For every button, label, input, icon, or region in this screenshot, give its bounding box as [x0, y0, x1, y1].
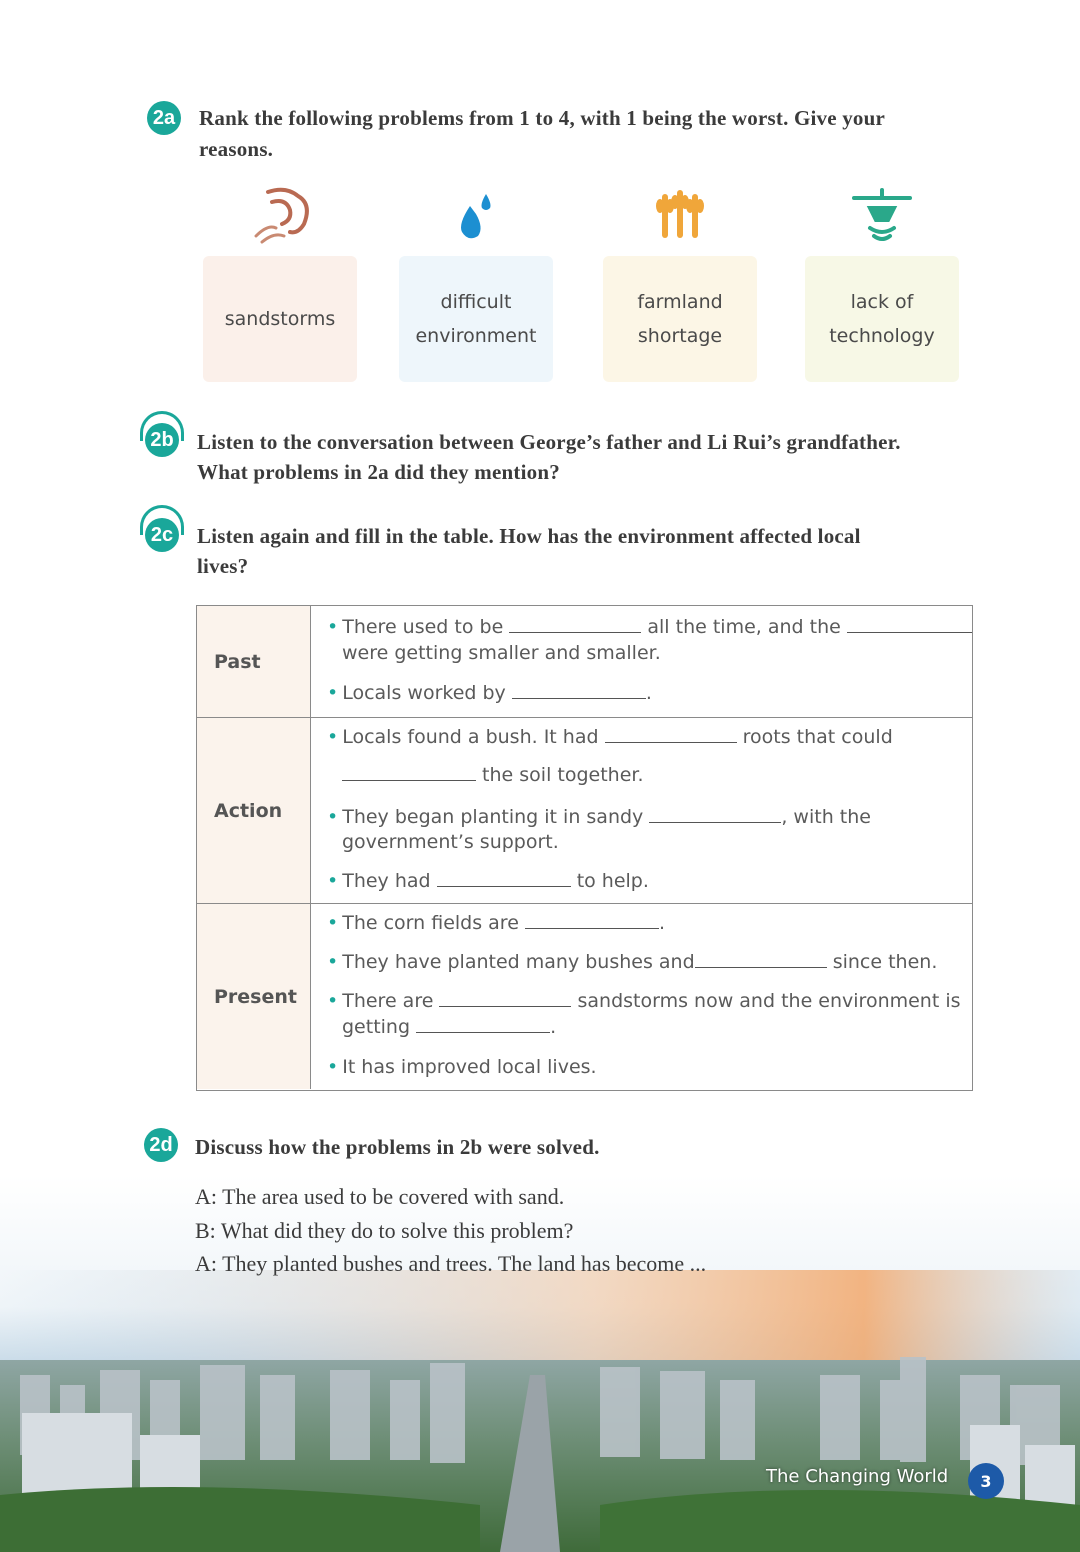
text: the soil together. [482, 764, 644, 786]
dialogue-line-a1: A: The area used to be covered with sand. [195, 1184, 565, 1209]
action-line-1-cont [342, 764, 644, 786]
text: roots that could [742, 726, 893, 748]
past-line-1: • There used to be all the time, and the [327, 616, 972, 638]
instruction-2b-line1: Listen to the conversation between George’s father and Li Rui’s grandfather. [197, 430, 901, 454]
text: sandstorms now and the environment is [577, 990, 961, 1012]
text: to help. [576, 870, 649, 892]
row-header-present: Present [197, 904, 311, 1089]
answer-blank[interactable] [416, 1018, 550, 1033]
past-line-2: • Locals worked by . [327, 682, 652, 704]
text: Locals found a bush. It had [342, 726, 599, 748]
answer-blank[interactable] [439, 992, 571, 1007]
text: They began planting it in sandy [342, 806, 644, 828]
text: The corn fields are [342, 912, 519, 934]
answer-blank[interactable] [847, 618, 972, 633]
action-line-1: • Locals found a bush. It had roots that could [327, 726, 893, 748]
instruction-2c-line2: lives? [197, 554, 249, 578]
action-line-2: • They began planting it in sandy , with the [327, 806, 871, 828]
card-label-line2: shortage [637, 325, 723, 347]
present-line-4: • It has improved local lives. [327, 1056, 597, 1078]
problem-card-farmland-shortage [603, 256, 757, 382]
badge-2d: 2d [144, 1128, 178, 1162]
card-label: sandstorms [224, 308, 336, 330]
card-label-line2: environment [415, 325, 537, 347]
wheat-icon [640, 184, 720, 248]
text: . [550, 1016, 557, 1038]
text: There used to be [342, 616, 504, 638]
text: all the time, and the [647, 616, 841, 638]
text: They have planted many bushes and [342, 951, 695, 973]
text: Locals worked by [342, 682, 506, 704]
present-line-2: • They have planted many bushes and since then. [327, 951, 938, 973]
action-line-3: • They had to help. [327, 870, 649, 892]
dialogue-line-a2: A: They planted bushes and trees. The land has become ... [195, 1251, 707, 1276]
text: . [645, 682, 652, 704]
card-label-line2: technology [829, 325, 935, 347]
answer-blank[interactable] [649, 808, 781, 823]
text: since then. [832, 951, 938, 973]
text: There are [342, 990, 434, 1012]
problem-card-lack-of-technology [805, 256, 959, 382]
card-label-line1: difficult [440, 291, 512, 313]
card-label-line1: farmland [637, 291, 723, 313]
action-line-2-cont: government’s support. [342, 831, 559, 853]
problem-card-difficult-environment [399, 256, 553, 382]
instruction-2d: Discuss how the problems in 2b were solved. [195, 1135, 600, 1159]
table-row-present [197, 903, 972, 1089]
instruction-2c-line1: Listen again and fill in the table. How has the environment affected local [197, 524, 861, 548]
instruction-2a-line2: reasons. [199, 137, 274, 161]
table-row-past [197, 606, 972, 717]
answer-blank[interactable] [509, 618, 641, 633]
answer-blank[interactable] [342, 766, 476, 781]
row-header-action: Action [197, 718, 311, 903]
text: . [658, 912, 665, 934]
text: It has improved local lives. [342, 1056, 597, 1078]
answer-blank[interactable] [695, 953, 827, 968]
instruction-2b-line2: What problems in 2a did they mention? [197, 460, 560, 484]
answer-blank[interactable] [437, 872, 571, 887]
answer-blank[interactable] [605, 728, 737, 743]
page-number: 3 [968, 1463, 1004, 1499]
sandstorm-icon [246, 184, 326, 248]
fill-in-table [196, 605, 973, 1091]
answer-blank[interactable] [525, 914, 659, 929]
past-line-1-cont: were getting smaller and smaller. [342, 642, 661, 664]
badge-2a: 2a [147, 101, 181, 135]
table-row-action [197, 717, 972, 903]
present-line-3-cont [342, 1016, 556, 1038]
water-drop-icon [436, 184, 516, 248]
text: getting [342, 1016, 411, 1038]
text: , with the [781, 806, 871, 828]
unit-title: The Changing World [766, 1466, 949, 1487]
badge-2b: 2b [145, 423, 179, 457]
dialogue-line-b1: B: What did they do to solve this problem? [195, 1218, 574, 1243]
text: They had [342, 870, 431, 892]
card-label-line1: lack of [850, 291, 914, 313]
badge-2c: 2c [145, 518, 179, 552]
row-header-past: Past [197, 606, 311, 717]
present-line-3: • There are sandstorms now and the environment is [327, 990, 961, 1012]
present-line-1: • The corn fields are . [327, 912, 665, 934]
sprinkler-icon [842, 184, 922, 248]
instruction-2a-line1: Rank the following problems from 1 to 4, with 1 being the worst. Give your [199, 106, 886, 130]
problem-card-sandstorms [203, 256, 357, 382]
answer-blank[interactable] [512, 684, 646, 699]
